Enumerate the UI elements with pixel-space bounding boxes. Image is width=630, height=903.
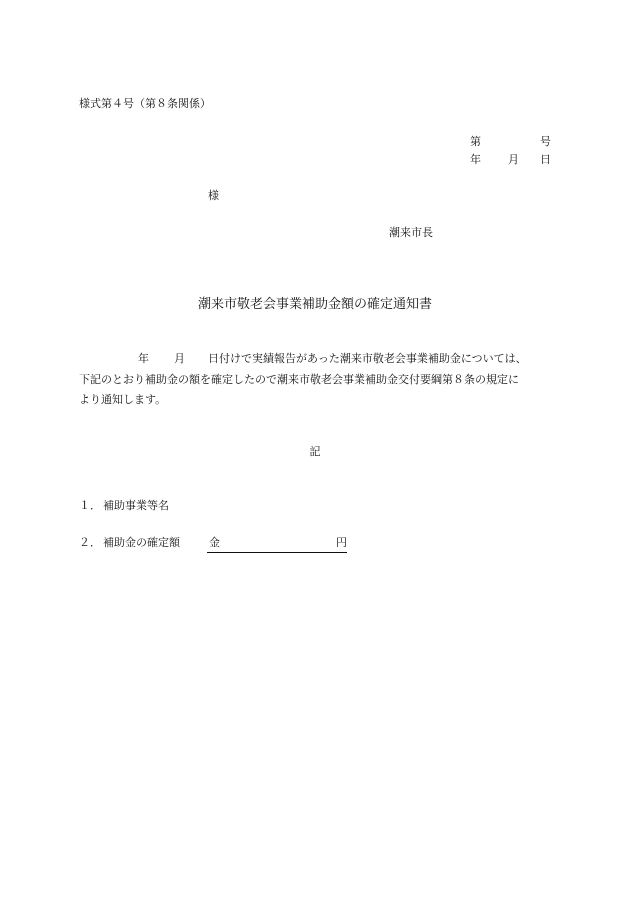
recipient-honorific: 様 [208, 189, 219, 202]
date-year-label: 年 [470, 153, 481, 166]
body-text-line-3: より通知します。 [79, 393, 167, 406]
item-2-label: 補助金の確定額 [103, 536, 180, 549]
document-number-suffix: 号 [540, 135, 551, 148]
date-day-label: 日 [540, 153, 551, 166]
body-month-label: 月 [174, 352, 185, 365]
date-month-label: 月 [508, 153, 519, 166]
document-title: 潮来市敬老会事業補助金額の確定通知書 [197, 297, 432, 312]
body-year-label: 年 [138, 352, 149, 365]
item-2-number: ２． [79, 536, 101, 549]
amount-suffix: 円 [336, 536, 347, 549]
item-1-label: 補助事業等名 [103, 499, 169, 512]
item-1-number: １． [79, 499, 101, 512]
form-number: 様式第４号（第８条関係） [79, 97, 211, 110]
amount-field [207, 537, 347, 553]
sender-name: 潮来市長 [389, 226, 433, 239]
amount-prefix: 金 [209, 536, 220, 549]
body-text-line-1: 日付けで実績報告があった潮来市敬老会事業補助金については、 [208, 352, 527, 365]
ki-heading: 記 [309, 445, 321, 458]
document-number-prefix: 第 [470, 135, 481, 148]
body-text-line-2: 下記のとおり補助金の額を確定したので潮来市敬老会事業補助金交付要綱第８条の規定に [79, 373, 519, 386]
